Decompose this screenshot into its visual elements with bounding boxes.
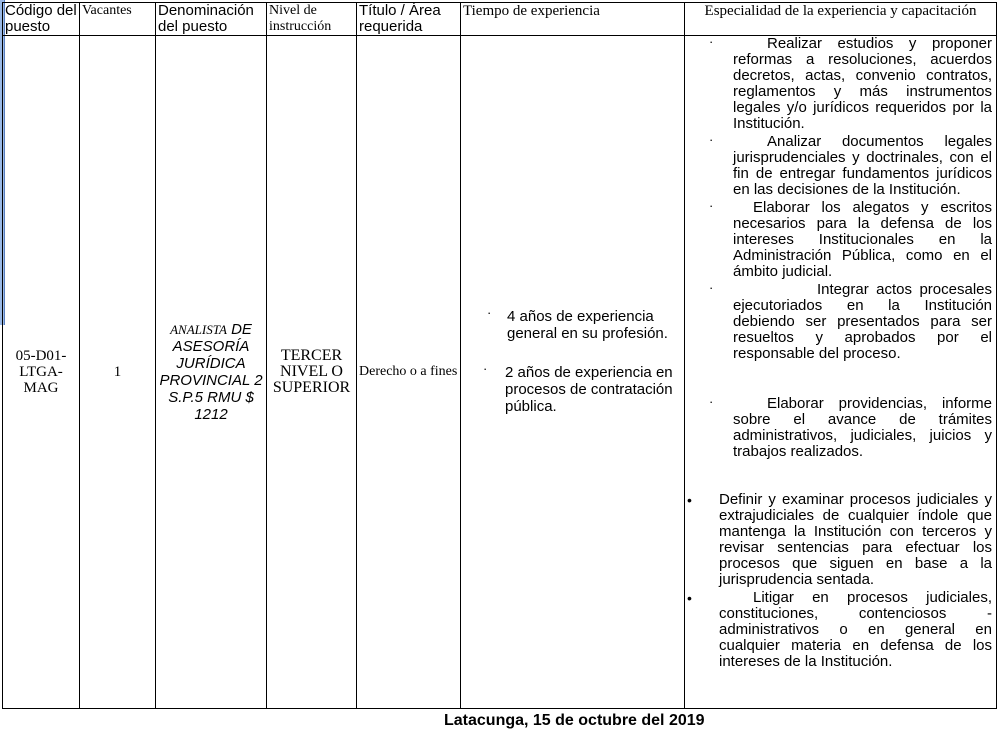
- header-titulo: Título / Área requerida: [357, 3, 461, 36]
- list-item: [687, 492, 994, 588]
- header-vacantes: Vacantes: [80, 3, 156, 36]
- bullet-icon: •: [687, 492, 692, 508]
- especialidad-text: Elaborar los alegatos y escritos necesarios para la defensa de los intereses Institucionales en la Administración Pública, como en el ámbito judicial.: [733, 199, 992, 280]
- job-positions-table: [2, 2, 997, 709]
- footer-place-date: Latacunga, 15 de octubre del 2019: [444, 712, 705, 729]
- bullet-icon: ·: [709, 394, 714, 409]
- header-codigo: Código del puesto: [3, 3, 80, 36]
- list-item: [687, 282, 994, 362]
- list-item: [463, 304, 682, 342]
- bullet-icon: ·: [709, 198, 714, 213]
- experiencia-text: 2 años de experiencia en procesos de contratación pública.: [505, 363, 673, 415]
- bullet-icon: •: [687, 590, 692, 606]
- header-especialidad: Especialidad de la experiencia y capacitación: [685, 3, 997, 36]
- table-header-row: [3, 3, 997, 36]
- header-nivel: Nivel de instrucción: [267, 3, 357, 36]
- especialidad-text: Analizar documentos legales jurisprudenciales y doctrinales, con el fin de entregar fundamentos jurídicos en las decisiones de la Institución.: [733, 133, 992, 198]
- especialidad-text: Definir y examinar procesos judiciales y extrajudiciales de cualquier índole que mantenga la Institución con terceros y revisar sentencias para efectuar los procesos que siguen en base a la jurisprudencia sentada.: [719, 491, 992, 588]
- nivel-cell: TERCER NIVEL O SUPERIOR: [267, 36, 357, 709]
- table-row: [3, 36, 997, 709]
- bullet-icon: ·: [483, 360, 488, 376]
- especialidad-cell: [685, 36, 997, 709]
- list-item: [687, 134, 994, 198]
- bullet-icon: ·: [709, 34, 714, 49]
- header-tiempo: Tiempo de experiencia: [461, 3, 685, 36]
- denominacion-salary: S.P.5 RMU $ 1212: [168, 389, 254, 423]
- denominacion-cell: [156, 36, 267, 709]
- experiencia-cell: [461, 36, 685, 709]
- list-item: [687, 396, 994, 460]
- denominacion-title: ANALISTA: [170, 322, 227, 337]
- vacantes-cell: 1: [80, 36, 156, 709]
- especialidad-text: Integrar actos procesales ejecutoriados en la Institución debiendo ser presentados para ser resueltos y aprobados por el responsable del proceso.: [733, 281, 992, 362]
- bullet-icon: ·: [487, 304, 492, 320]
- especialidad-list: [687, 36, 994, 670]
- header-denominacion: Denominación del puesto: [156, 3, 267, 36]
- especialidad-text: Realizar estudios y proponer reformas a resoluciones, acuerdos decretos, actas, convenio contratos, reglamentos y más instrumentos legales y/o jurídicos requeridos por la Institución.: [733, 35, 992, 132]
- list-item: [687, 200, 994, 280]
- titulo-cell: Derecho o a fines: [357, 36, 461, 709]
- list-item: [463, 360, 682, 415]
- list-item: [687, 36, 994, 132]
- codigo-cell: 05-D01-LTGA-MAG: [3, 36, 80, 709]
- especialidad-text: Litigar en procesos judiciales, constituciones, contenciosos - administrativos o en general en cualquier materia en defensa de los intereses de la Institución.: [719, 589, 992, 670]
- bullet-icon: ·: [709, 280, 714, 295]
- denominacion-unit: DE ASESORÍA JURÍDICA PROVINCIAL 2: [159, 321, 263, 389]
- especialidad-text: Elaborar providencias, informe sobre el avance de trámites administrativos, judiciales, juicios y trabajos realizados.: [733, 395, 992, 460]
- experiencia-text: 4 años de experiencia general en su profesión.: [507, 307, 668, 342]
- list-item: [687, 590, 994, 670]
- bullet-icon: ·: [709, 132, 714, 147]
